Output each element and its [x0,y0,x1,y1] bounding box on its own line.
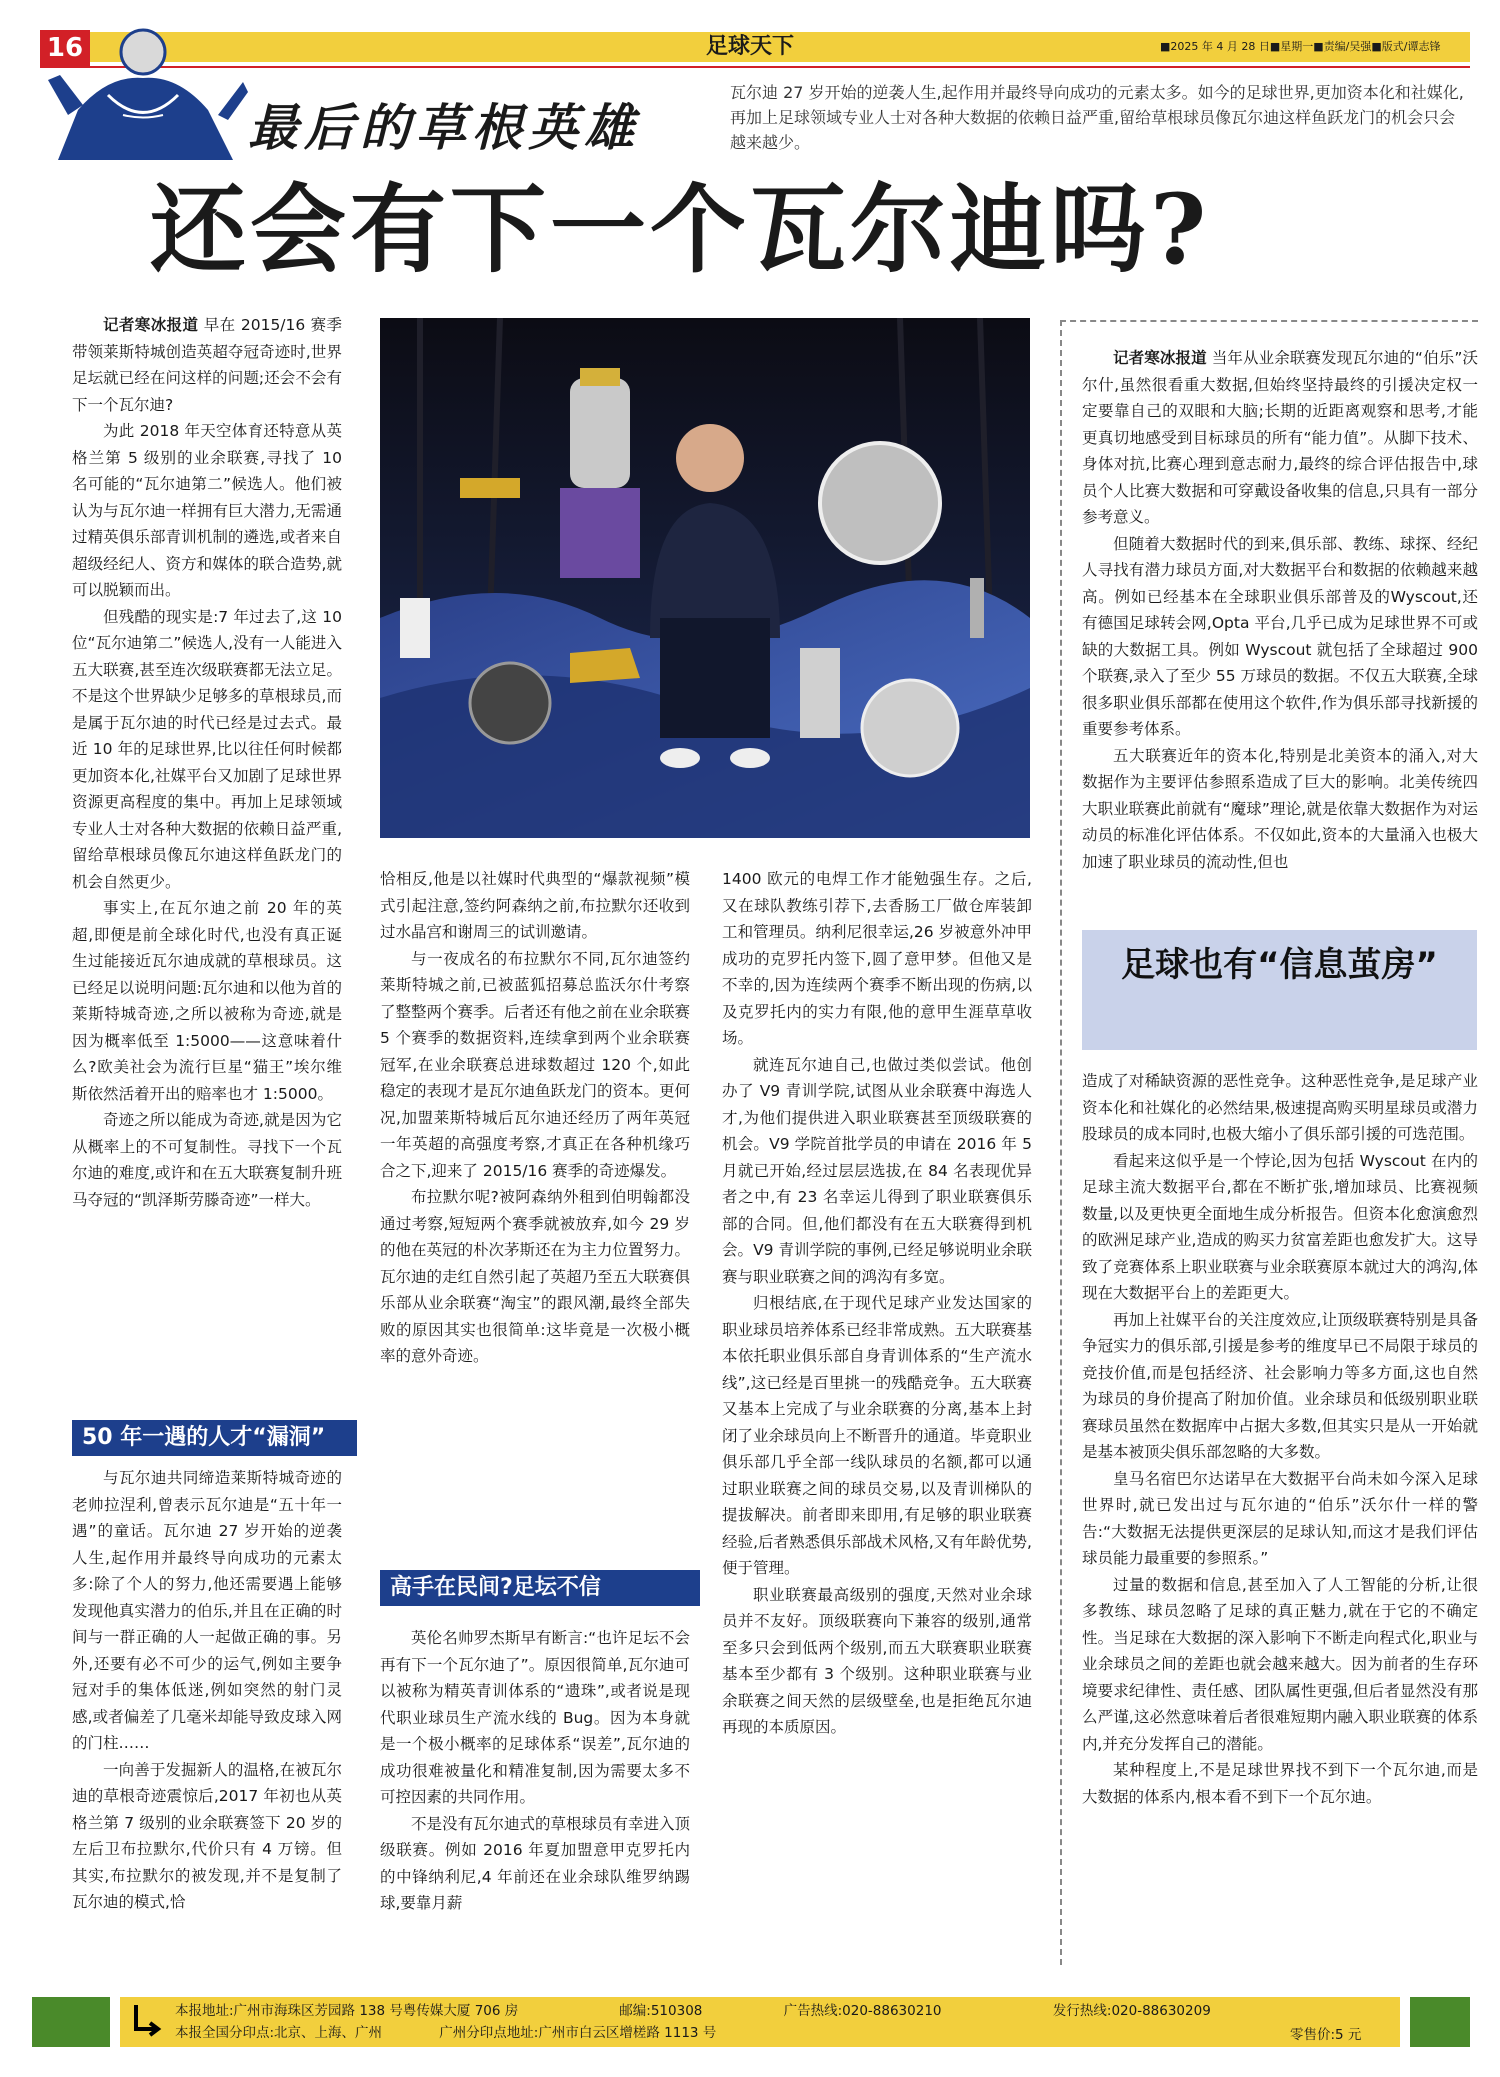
paragraph: 再加上社媒平台的关注度效应,让顶级联赛特别是具备争冠实力的俱乐部,引援是参考的维度早已不局限于球员的竞技价值,而是包括经济、社会影响力等多方面,这也自然为球员的身价提高了附加价值。业余球员和低级别职业联赛球员虽然在数据库中占据大多数,但其实只是从一开始就是基本被顶尖俱乐部忽略的大多数。 [1082,1310,1478,1461]
paragraph: 归根结底,在于现代足球产业发达国家的职业球员培养体系已经非常成熟。五大联赛基本依托职业俱乐部自身青训体系的“生产流水线”,这已经是百里挑一的残酷竞争。五大联赛又基本上完成了与业余联赛的分离,基本上封闭了业余球员向上不断晋升的通道。毕竟职业俱乐部几乎全部一线队球员的名额,都可以通过职业联赛之间的球员交易,以及青训梯队的提拔解决。前者即来即用,有足够的职业联赛经验,后者熟悉俱乐部战术风格,又有年龄优势,便于管理。 [722,1294,1033,1577]
byline: 记者寒冰报道 [1113,349,1207,367]
header-rule [40,66,1470,68]
footer-info [175,2000,1395,2044]
footer-print-sites: 本报全国分印点:北京、上海、广州 [175,2025,383,2041]
paragraph: 某种程度上,不是足球世界找不到下一个瓦尔迪,而是大数据的体系内,根本看不到下一个瓦尔迪。 [1082,1761,1478,1806]
paragraph: 过量的数据和信息,甚至加入了人工智能的分析,让很多教练、球员忽略了足球的真正魅力,就在于它的不确定性。当足球在大数据的深入影响下不断走向程式化,职业与业余球员之间的差距也就会越来越大。因为前者的生存环境要求纪律性、责任感、团队属性更强,但后者显然没有那么严谨,这必然意味着后者很难短期内融入职业联赛的体系内,并充分发挥自己的潜能。 [1082,1575,1478,1753]
byline: 记者寒冰报道 [103,316,199,334]
price: 零售价:5 元 [1290,2027,1362,2043]
article-main-col1 [72,312,342,1213]
column-divider [1060,320,1062,1965]
paragraph: 皇马名宿巴尔达诺早在大数据平台尚未如今深入足球世界时,就已发出过与瓦尔迪的“伯乐”沃尔什一样的警告:“大数据无法提供更深层的足球认知,而这才是我们评估球员能力最重要的参照系。” [1082,1469,1478,1567]
paragraph: 职业联赛最高级别的强度,天然对业余球员并不友好。顶级联赛向下兼容的级别,通常至多只会到低两个级别,而五大联赛职业联赛基本至少都有 3 个级别。这种职业联赛与业余联赛之间天然的层级壁垒,也是拒绝瓦尔迪再现的本质原因。 [722,1585,1032,1736]
paragraph: 不是没有瓦尔迪式的草根球员有幸进入顶级联赛。例如 2016 年夏加盟意甲克罗托内的中锋纳利尼,4 年前还在业余球队维罗纳踢球,要靠月薪 [380,1814,691,1912]
player-illustration [48,20,248,160]
paragraph: 1400 欧元的电焊工作才能勉强生存。之后,又在球队教练引荐下,去香肠工厂做仓库装卸工和管理员。纳利尼很幸运,26 岁被意外冲甲成功的克罗托内签下,圆了意甲梦。但他又是不幸的,因为连续两个赛季不断出现的伤病,以及克罗托内的实力有限,他的意甲生涯草草收场。 [722,870,1032,1047]
paragraph: 五大联赛近年的资本化,特别是北美资本的涌入,对大数据作为主要评估参照系造成了巨大的影响。北美传统四大职业联赛此前就有“魔球”理论,就是依靠大数据作为对运动员的标准化评估体系。不仅如此,资本的大量涌入也极大加速了职业球员的流动性,但也 [1082,746,1478,871]
article-main-col3 [722,866,1032,1741]
trophy-photo [380,318,1030,838]
series-title: 最后的草根英雄 [248,98,640,157]
column-divider [1060,320,1478,322]
footer-dist-hotline: 发行热线:020-88630209 [1052,2003,1211,2019]
section-title: 足球天下 [705,34,794,59]
subheading: 高手在民间?足坛不信 [380,1570,700,1606]
article-side [1082,345,1478,875]
article-main-col2-lower [380,1625,690,1917]
paragraph: 布拉默尔呢?被阿森纳外租到伯明翰都没通过考察,短短两个赛季就被放弃,如今 29 岁的他在英冠的朴次茅斯还在为主力位置努力。瓦尔迪的走红自然引起了英超乃至五大联赛俱乐部从业余联赛“淘宝”的跟风潮,最终全部失败的原因其实也很简单:这毕竟是一次极小概率的意外奇迹。 [380,1188,691,1365]
paragraph: 看起来这似乎是一个悖论,因为包括 Wyscout 在内的足球主流大数据平台,都在不断扩张,增加球员、比赛视频数量,以及更快更全面地生成分析报告。但资本化愈演愈烈的欧洲足球产业,造成的购买力贫富差距也愈发扩大。这导致了竞赛体系上职业联赛与业余联赛原本就过大的鸿沟,体现在大数据平台上的差距更大。 [1082,1151,1478,1302]
paragraph: 与一夜成名的布拉默尔不同,瓦尔迪签约莱斯特城之前,已被蓝狐招募总监沃尔什考察了整整两个赛季。后者还有他之前在业余联赛 5 个赛季的数据资料,连续拿到两个业余联赛冠军,在业余联赛总进球数超过 120 个,如此稳定的表现才是瓦尔迪鱼跃龙门的资本。更何况,加盟莱斯特城后瓦尔迪还经历了两年英冠一年英超的高强度考察,才真正在各种机缘巧合之下,迎来了 2015/16 赛季的奇迹爆发。 [380,949,691,1180]
paragraph: 英伦名帅罗杰斯早有断言:“也许足坛不会再有下一个瓦尔迪了”。原因很简单,瓦尔迪可以被称为精英青训体系的“遗珠”,或者说是现代职业球员生产流水线的 Bug。因为本身就是一个极小概率的足球体系“误差”,瓦尔迪的成功很难被量化和精准复制,因为需要太多不可控因素的共同作用。 [380,1629,690,1806]
article-side-lower [1082,1068,1478,1810]
paragraph: 早在 2015/16 赛季带领莱斯特城创造英超夺冠奇迹时,世界足坛就已经在问这样的问题;还会不会有下一个瓦尔迪? [72,316,342,414]
article-main-col1-lower [72,1465,342,1916]
arrow-icon [130,2003,162,2041]
paragraph: 但残酷的现实是:7 年过去了,这 10 位“瓦尔迪第二”候选人,没有一人能进入五大联赛,甚至连次级联赛都无法立足。不是这个世界缺少足够多的草根球员,而是属于瓦尔迪的时代已经是过去式。最近 10 年的足球世界,比以往任何时候都更加资本化,社媒平台又加剧了足球世界资源更高程度的集中。再加上足球领域专业人士对各种大数据的依赖日益严重,留给草根球员像瓦尔迪这样鱼跃龙门的机会自然更少。 [72,607,342,891]
paragraph: 与瓦尔迪共同缔造莱斯特城奇迹的老帅拉涅利,曾表示瓦尔迪是“五十年一遇”的童话。瓦尔迪 27 岁开始的逆袭人生,起作用并最终导向成功的元素太多:除了个人的努力,他还需要遇上能够发现他真实潜力的伯乐,并且在正确的时间与一群正确的人一起做正确的事。另外,还要有必不可少的运气,例如主要争冠对手的集体低迷,例如突然的射门灵感,或者偏差了几毫米却能导致皮球入网的门柱…… [72,1469,342,1752]
footer-branch-address: 广州分印点地址:广州市白云区增槎路 1113 号 [439,2025,717,2041]
paragraph: 但随着大数据时代的到来,俱乐部、教练、球探、经纪人寻找有潜力球员方面,对大数据平台和数据的依赖越来越高。例如已经基本在全球职业俱乐部普及的Wyscout,还有德国足球转会网,Opta 平台,几乎已成为足球世界不可或缺的大数据工具。例如 Wyscout 就包括了全球超过 900 个联赛,录入了至少 55 万球员的数据。不仅五大联赛,全球很多职业俱乐部都在使用这个软件,作为俱乐部寻找新援的重要参考体系。 [1082,534,1478,738]
paragraph: 就连瓦尔迪自己,也做过类似尝试。他创办了 V9 青训学院,试图从业余联赛中海选人才,为他们提供进入职业联赛甚至顶级联赛的机会。V9 学院首批学员的申请在 2016 年 5 月就已开始,经过层层选拔,在 84 名表现优异者之中,有 23 名幸运儿得到了职业联赛俱乐部的合同。但,他们都没有在五大联赛得到机会。V9 青训学院的事例,已经足够说明业余联赛与职业联赛之间的鸿沟有多宽。 [722,1055,1032,1286]
footer-block [1410,1997,1470,2047]
footer-postcode: 邮编:510308 [619,2003,703,2019]
intro-text: 瓦尔迪 27 岁开始的逆袭人生,起作用并最终导向成功的元素太多。如今的足球世界,更加资本化和社媒化,再加上足球领域专业人士对各种大数据的依赖日益严重,留给草根球员像瓦尔迪这样鱼跃龙门的机会只会越来越少。 [730,83,1464,152]
paragraph: 为此 2018 年天空体育还特意从英格兰第 5 级别的业余联赛,寻找了 10 名可能的“瓦尔迪第二”候选人。他们被认为与瓦尔迪一样拥有巨大潜力,无需通过精英俱乐部青训机制的遴选,或者来自超级经纪人、资方和媒体的联合造势,就可以脱颖而出。 [72,422,342,599]
paragraph: 恰相反,他是以社媒时代典型的“爆款视频”模式引起注意,签约阿森纳之前,布拉默尔还收到过水晶宫和谢周三的试训邀请。 [380,870,690,941]
article-main-col2 [380,866,690,1370]
subheading: 50 年一遇的人才“漏洞” [72,1420,357,1456]
footer-ad-hotline: 广告热线:020-88630210 [783,2003,942,2019]
footer-address: 本报地址:广州市海珠区芳园路 138 号粤传媒大厦 706 房 [175,2003,519,2019]
paragraph: 奇迹之所以能成为奇迹,就是因为它从概率上的不可复制性。寻找下一个瓦尔迪的难度,或许和在五大联赛复制升班马夺冠的“凯泽斯劳滕奇迹”一样大。 [72,1111,342,1209]
paragraph: 事实上,在瓦尔迪之前 20 年的英超,即便是前全球化时代,也没有真正诞生过能接近瓦尔迪成就的草根球员。这已经足以说明问题:瓦尔迪和以他为首的莱斯特城奇迹,之所以被称为奇迹,就是因为概率低至 1:5000——这意味着什么?欧美社会为流行巨星“猫王”埃尔维斯依然活着开出的赔率也才 1:5000。 [72,899,342,1103]
page-number: 16 [40,30,90,66]
footer-block [32,1997,110,2047]
paragraph: 当年从业余联赛发现瓦尔迪的“伯乐”沃尔什,虽然很看重大数据,但始终坚持最终的引援决定权一定要靠自己的双眼和大脑;长期的近距离观察和思考,才能更真切地感受到目标球员的所有“能力值”。从脚下技术、身体对抗,比赛心理到意志耐力,最终的综合评估报告中,球员个人比赛大数据和可穿戴设备收集的信息,只具有一部分参考意义。 [1082,349,1478,526]
paragraph: 造成了对稀缺资源的恶性竞争。这种恶性竞争,是足球产业资本化和社媒化的必然结果,极速提高购买明星球员或潜力股球员的成本同时,也极大缩小了俱乐部引援的可选范围。 [1082,1072,1478,1143]
paragraph: 一向善于发掘新人的温格,在被瓦尔迪的草根奇迹震惊后,2017 年初也从英格兰第 7 级别的业余联赛签下 20 岁的左后卫布拉默尔,代价只有 4 万镑。但其实,布拉默尔的被发现,并不是复制了瓦尔迪的模式,恰 [72,1760,342,1911]
issue-meta: ■2025 年 4 月 28 日■星期一■责编/吴强■版式/谭志锋 [1160,40,1441,53]
headline: 还会有下一个瓦尔迪吗? [150,173,1211,286]
sidebar-heading: 足球也有“信息茧房” [1082,930,1477,1050]
